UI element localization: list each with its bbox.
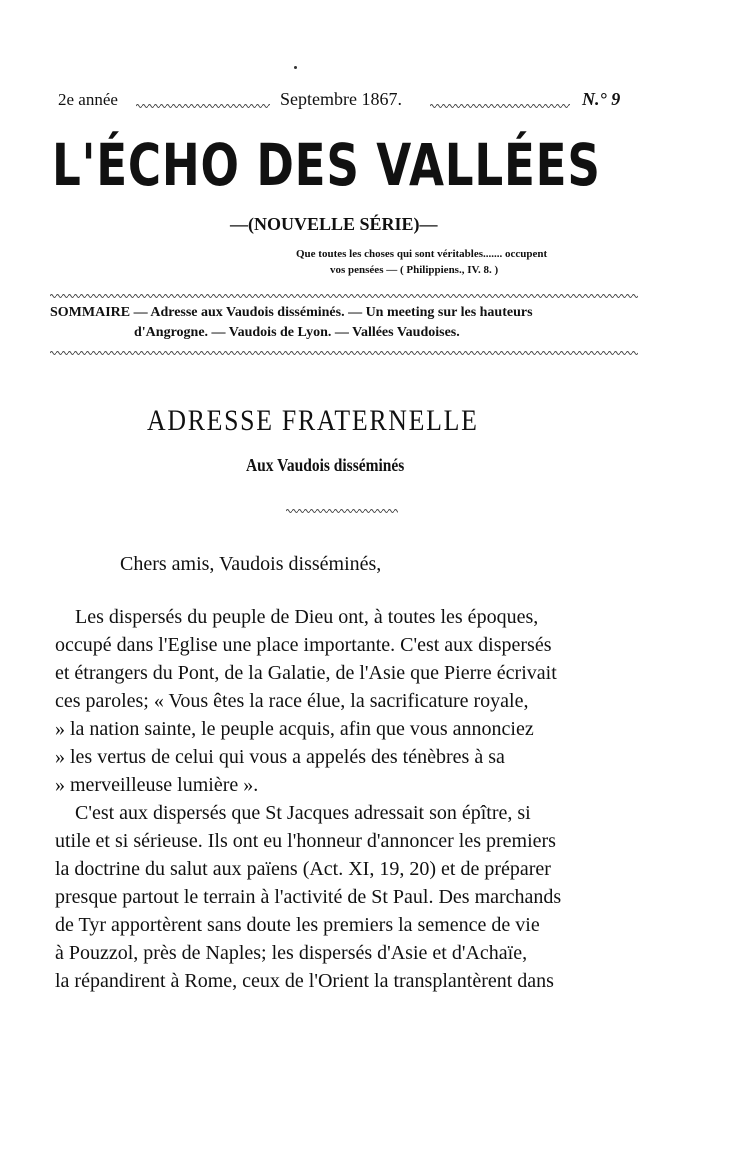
article-subtitle: Aux Vaudois disséminés bbox=[246, 455, 405, 475]
ink-speck bbox=[294, 66, 297, 69]
paragraph2-line: C'est aux dispersés que St Jacques adressait son épître, si bbox=[75, 802, 531, 824]
paragraph1-line: » la nation sainte, le peuple acquis, afin que vous annonciez bbox=[55, 718, 534, 740]
newspaper-title: L'ÉCHO DES VALLÉES bbox=[52, 131, 601, 199]
summary-line1: SOMMAIRE — Adresse aux Vaudois disséminés. — Un meeting sur les hauteurs bbox=[50, 305, 533, 320]
epigraph-line2: vos pensées — ( Philippiens., IV. 8. ) bbox=[330, 264, 499, 276]
leader-line bbox=[136, 103, 270, 109]
issue-number: N.° 9 bbox=[582, 89, 621, 109]
year-label: 2e année bbox=[58, 90, 118, 109]
paragraph2-line: la doctrine du salut aux païens (Act. XI, 19, 20) et de préparer bbox=[55, 858, 551, 880]
salutation: Chers amis, Vaudois disséminés, bbox=[120, 553, 382, 575]
paragraph2-line: de Tyr apportèrent sans doute les premiers la semence de vie bbox=[55, 914, 540, 936]
summary-line2: d'Angrogne. — Vaudois de Lyon. — Vallées Vaudoises. bbox=[134, 325, 460, 340]
leader-line bbox=[430, 103, 570, 109]
series-label: —(NOUVELLE SÉRIE)— bbox=[230, 214, 438, 234]
paragraph1-line: » merveilleuse lumière ». bbox=[55, 774, 259, 796]
paragraph2-line: presque partout le terrain à l'activité de St Paul. Des marchands bbox=[55, 886, 562, 908]
wavy-divider bbox=[50, 293, 638, 299]
paragraph1-line: » les vertus de celui qui vous a appelés des ténèbres à sa bbox=[55, 746, 505, 768]
paragraph1-line: et étrangers du Pont, de la Galatie, de l'Asie que Pierre écrivait bbox=[55, 662, 557, 684]
paragraph2-line: la répandirent à Rome, ceux de l'Orient la transplantèrent dans bbox=[55, 970, 554, 992]
issue-date: Septembre 1867. bbox=[280, 89, 402, 109]
paragraph2-line: à Pouzzol, près de Naples; les dispersés d'Asie et d'Achaïe, bbox=[55, 942, 528, 964]
article-title: ADRESSE FRATERNELLE bbox=[147, 404, 479, 437]
ornament-divider bbox=[286, 508, 398, 514]
paragraph1-line: ces paroles; « Vous êtes la race élue, la sacrificature royale, bbox=[55, 690, 529, 712]
paragraph1-line: Les dispersés du peuple de Dieu ont, à toutes les époques, bbox=[75, 606, 539, 628]
epigraph-line1: Que toutes les choses qui sont véritables....... occupent bbox=[296, 248, 548, 260]
paragraph1-line: occupé dans l'Eglise une place importante. C'est aux dispersés bbox=[55, 634, 552, 656]
paragraph2-line: utile et si sérieuse. Ils ont eu l'honneur d'annoncer les premiers bbox=[55, 830, 556, 852]
wavy-divider bbox=[50, 350, 638, 356]
